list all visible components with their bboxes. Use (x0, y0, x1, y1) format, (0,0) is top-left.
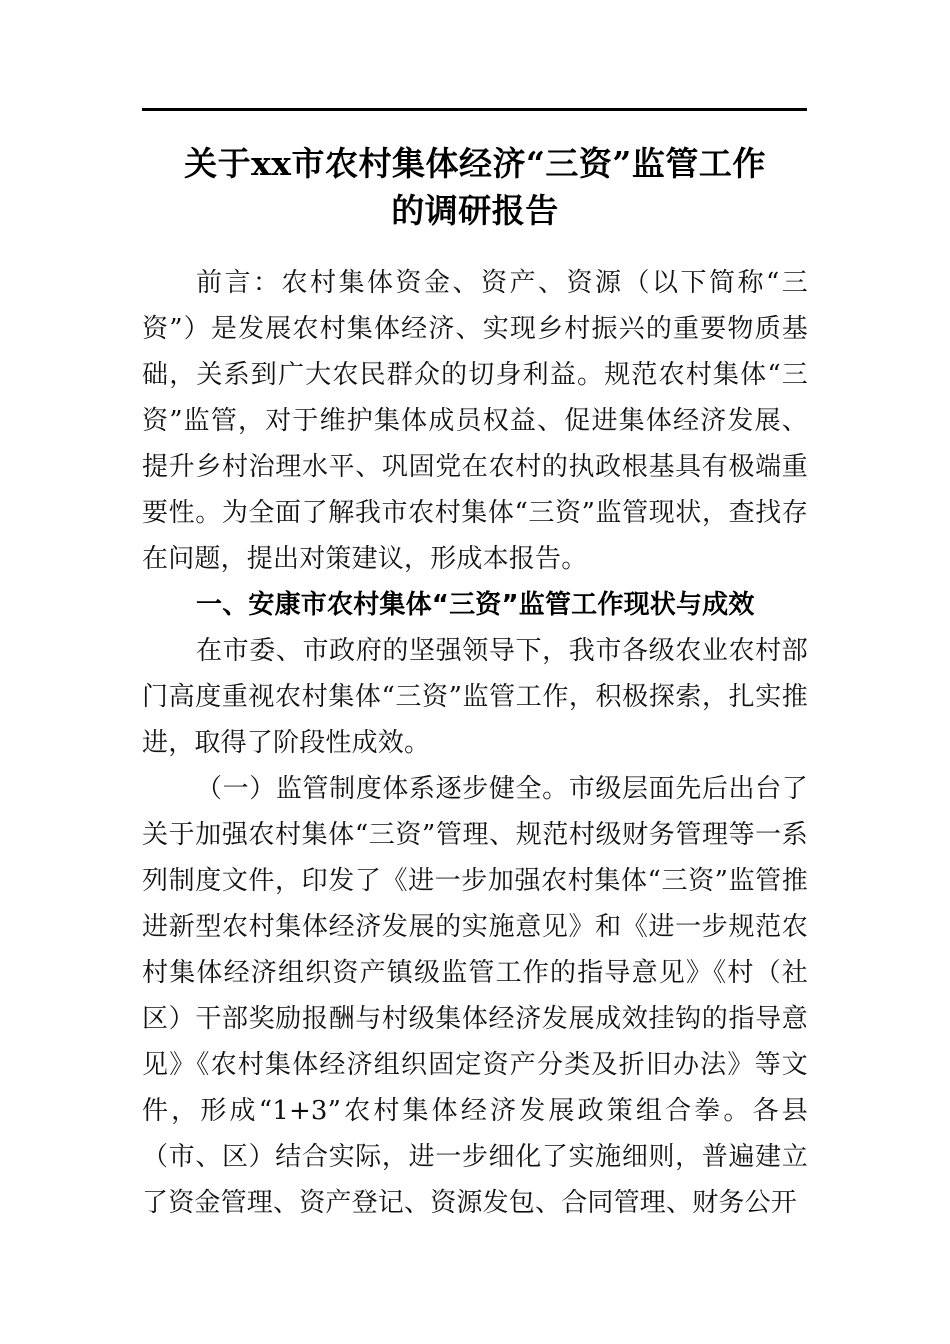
document-title-line-1: 关于xx市农村集体经济“三资”监管工作 (184, 144, 766, 183)
document-title-line-2: 的调研报告 (391, 191, 559, 230)
header-rule-container (142, 108, 807, 112)
page-title (142, 140, 808, 234)
paragraph-subsection-1-1: （一）监管制度体系逐步健全。市级层面先后出台了关于加强农村集体“三资”管理、规范村级财务管理等一系列制度文件，印发了《进一步加强农村集体“三资”监管推进新型农村集体经济发展的实施意见》和《进一步规范农村集体经济组织资产镇级监管工作的指导意见》《村（社区）干部奖励报酬与村级集体经济发展成效挂钩的指导意见》《农村集体经济组织固定资产分类及折旧办法》等文件，形成“1+3”农村集体经济发展政策组合拳。各县（市、区）结合实际，进一步细化了实施细则，普遍建立了资金管理、资产登记、资源发包、合同管理、财务公开 (142, 774, 808, 1218)
document-content (142, 140, 808, 1226)
section-heading-1: 一、安康市农村集体“三资”监管工作现状与成效 (196, 590, 755, 620)
paragraph-section-1-intro: 在市委、市政府的坚强领导下，我市各级农业农村部门高度重视农村集体“三资”监管工作，积极探索，扎实推进，取得了阶段性成效。 (142, 636, 808, 758)
header-horizontal-rule (142, 108, 807, 111)
paragraph-preface: 前言：农村集体资金、资产、资源（以下简称“三资”）是发展农村集体经济、实现乡村振兴的重要物质基础，关系到广大农民群众的切身利益。规范农村集体“三资”监管，对于维护集体成员权益、促进集体经济发展、提升乡村治理水平、巩固党在农村的执政根基具有极端重要性。为全面了解我市农村集体“三资”监管现状，查找存在问题，提出对策建议，形成本报告。 (142, 268, 808, 574)
